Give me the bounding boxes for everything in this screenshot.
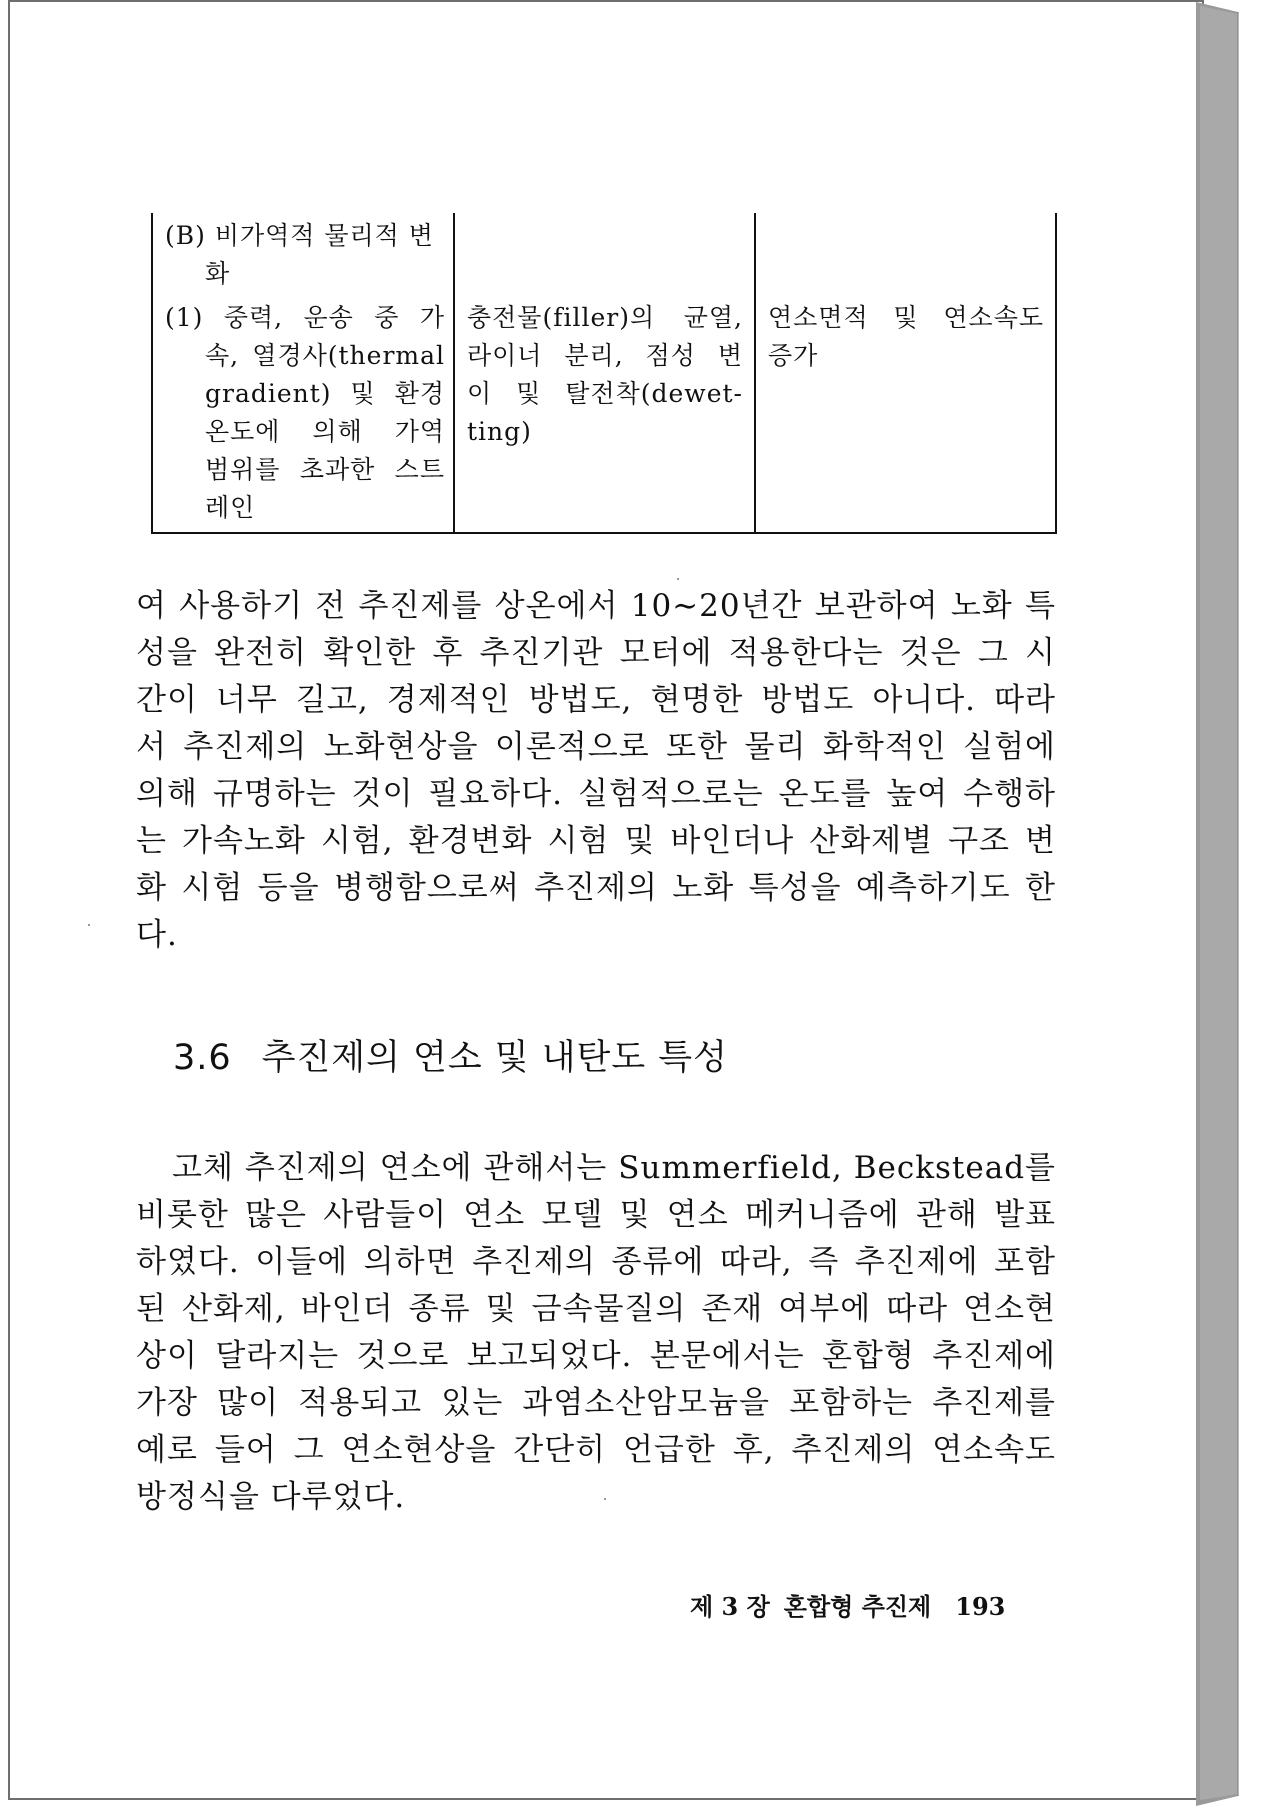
table-cell-line: 범위를 초과한 스트 bbox=[205, 455, 445, 484]
text-line: 예로 들어 그 연소현상을 간단히 언급한 후, 추진제의 연소속도 bbox=[136, 1432, 1056, 1468]
table-cell-line: 이 및 탈전착(dewet- bbox=[467, 379, 743, 408]
scan-speck bbox=[677, 578, 679, 580]
text-line: 방정식을 다루었다. bbox=[136, 1479, 406, 1515]
chapter-title: 혼합형 추진제 bbox=[783, 1592, 932, 1621]
section-title: 추진제의 연소 및 내탄도 특성 bbox=[261, 1038, 728, 1078]
text-line: 는 가속노화 시험, 환경변화 시험 및 바인더나 산화제별 구조 변 bbox=[136, 823, 1056, 859]
table-column-cause bbox=[151, 213, 455, 532]
chapter-label: 제 3 장 bbox=[690, 1592, 770, 1621]
table-cell-line: ting) bbox=[467, 417, 532, 446]
table-cell-line: 레인 bbox=[205, 493, 256, 522]
properties-table bbox=[151, 213, 1057, 534]
text-line: 간이 너무 길고, 경제적인 방법도, 현명한 방법도 아니다. 따라 bbox=[136, 682, 1056, 718]
table-column-effect bbox=[455, 213, 756, 532]
table-cell-line: 온도에 의해 가역 bbox=[205, 417, 445, 446]
page-stack-edge bbox=[1196, 0, 1276, 1806]
text-line: 성을 완전히 확인한 후 추진기관 모터에 적용한다는 것은 그 시 bbox=[136, 635, 1056, 671]
table-cell-line: 화 bbox=[205, 259, 231, 288]
text-line: 가장 많이 적용되고 있는 과염소산암모늄을 포함하는 추진제를 bbox=[136, 1385, 1056, 1421]
text-line: 다. bbox=[136, 917, 178, 953]
section-heading bbox=[173, 1028, 728, 1088]
table-cell-line: gradient) 및 환경 bbox=[205, 379, 445, 408]
text-line: 비롯한 많은 사람들이 연소 모델 및 연소 메커니즘에 관해 발표 bbox=[136, 1197, 1056, 1233]
table-cell-line: 라이너 분리, 점성 변 bbox=[467, 341, 743, 370]
page-number: 193 bbox=[955, 1592, 1006, 1621]
table-column-result bbox=[756, 213, 1057, 532]
scan-speck bbox=[604, 1498, 606, 1500]
paragraph-combustion bbox=[136, 1145, 1056, 1521]
table-cell-line: 충전물(filler)의 균열, bbox=[467, 303, 743, 332]
table-cell-line: 증가 bbox=[768, 341, 819, 370]
table-cell-line: (B) 비가역적 물리적 변 bbox=[165, 221, 434, 250]
text-line: 화 시험 등을 병행함으로써 추진제의 노화 특성을 예측하기도 한 bbox=[136, 870, 1056, 906]
text-line: 여 사용하기 전 추진제를 상온에서 10∼20년간 보관하여 노화 특 bbox=[136, 588, 1056, 624]
table-cell-line: (1) 중력, 운송 중 가 bbox=[165, 303, 445, 332]
text-line: 상이 달라지는 것으로 보고되었다. 본문에서는 혼합형 추진제에 bbox=[136, 1338, 1056, 1374]
text-line: 의해 규명하는 것이 필요하다. 실험적으로는 온도를 높여 수행하 bbox=[136, 776, 1056, 812]
section-number: 3.6 bbox=[173, 1038, 232, 1078]
scan-speck bbox=[88, 924, 90, 926]
text-line: 하였다. 이들에 의하면 추진제의 종류에 따라, 즉 추진제에 포함 bbox=[136, 1244, 1056, 1280]
table-cell-line: 속, 열경사(thermal bbox=[205, 341, 445, 370]
paragraph-aging bbox=[136, 583, 1056, 959]
running-footer bbox=[690, 1590, 1005, 1624]
text-line: 된 산화제, 바인더 종류 및 금속물질의 존재 여부에 따라 연소현 bbox=[136, 1291, 1056, 1327]
table-cell-line: 연소면적 및 연소속도 bbox=[768, 303, 1044, 332]
text-line: 고체 추진제의 연소에 관해서는 Summerfield, Beckstead를 bbox=[172, 1150, 1056, 1186]
text-line: 서 추진제의 노화현상을 이론적으로 또한 물리 화학적인 실험에 bbox=[136, 729, 1056, 765]
